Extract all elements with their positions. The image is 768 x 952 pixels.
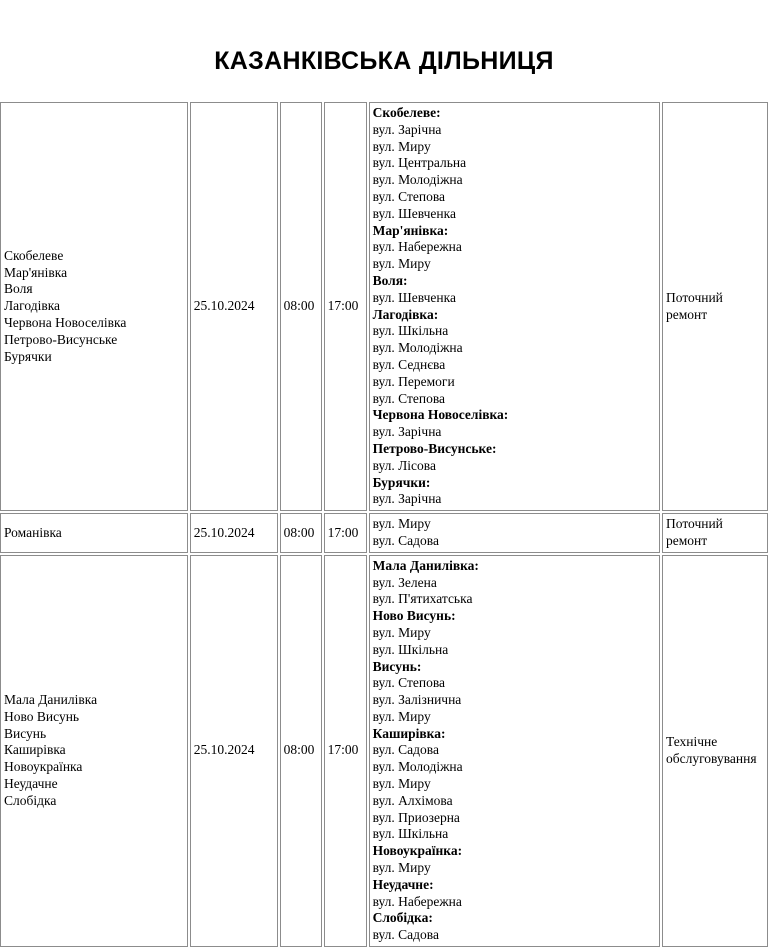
street-name: вул. Молодіжна (372, 340, 463, 356)
start-time-cell: 08:00 (280, 513, 322, 553)
street-name: вул. Зарічна (372, 424, 442, 440)
start-time-cell: 08:00 (280, 555, 322, 947)
settlement-name: Червона Новоселівка (4, 314, 127, 330)
work-type-text: Технічне (666, 734, 718, 750)
street-name: вул. Молодіжна (372, 172, 463, 188)
settlement-name: Воля (4, 281, 33, 297)
street-name: вул. Приозерна (372, 809, 460, 825)
street-name: вул. Зелена (372, 574, 437, 590)
street-group-settlement: Неудачне: (372, 876, 434, 892)
settlement-name: Петрово-Висунське (4, 331, 118, 347)
street-name: вул. Лісова (372, 457, 436, 473)
street-name: вул. Зарічна (372, 491, 442, 507)
street-name: вул. Седнєва (372, 356, 446, 372)
street-name: вул. Миру (372, 860, 431, 876)
work-type-cell (662, 555, 768, 947)
settlement-name: Каширівка (4, 742, 66, 758)
settlement-name: Висунь (4, 725, 47, 741)
street-name: вул. Залізнична (372, 692, 462, 708)
work-type-text: Поточний (666, 516, 723, 532)
street-name: вул. Миру (372, 256, 431, 272)
streets-cell (369, 513, 660, 553)
street-group-settlement: Скобелеве: (372, 105, 441, 120)
settlements-cell (0, 513, 188, 553)
street-name: вул. Миру (372, 138, 431, 154)
outage-schedule-table (0, 100, 768, 949)
table-body (0, 102, 768, 947)
streets-cell (369, 555, 660, 947)
table-row (0, 102, 768, 511)
street-name: вул. Миру (372, 776, 431, 792)
table-row (0, 513, 768, 553)
street-name: вул. Шкільна (372, 826, 449, 842)
street-group-settlement: Висунь: (372, 658, 422, 674)
work-type-cell (662, 102, 768, 511)
street-group-settlement: Червона Новоселівка: (372, 407, 509, 423)
work-type-text: ремонт (666, 532, 708, 548)
street-name: вул. Шевченка (372, 205, 456, 221)
end-time-cell: 17:00 (324, 555, 367, 947)
street-name: вул. Садова (372, 532, 439, 548)
settlement-name: Бурячки (4, 348, 52, 364)
street-name: вул. Шкільна (372, 323, 449, 339)
streets-cell (369, 102, 660, 511)
end-time-cell: 17:00 (324, 513, 367, 553)
street-group-settlement: Мар'янівка: (372, 222, 449, 238)
end-time-cell: 17:00 (324, 102, 367, 511)
street-group-settlement: Бурячки: (372, 474, 431, 490)
settlement-name: Скобелеве (4, 247, 64, 263)
settlement-name: Ново Висунь (4, 708, 80, 724)
street-group-settlement: Мала Данилівка: (372, 557, 479, 573)
street-group-settlement: Новоукраїнка: (372, 843, 463, 859)
street-name: вул. Зарічна (372, 121, 442, 137)
start-time-cell: 08:00 (280, 102, 322, 511)
street-name: вул. Шевченка (372, 289, 456, 305)
table-row (0, 555, 768, 947)
date-cell: 25.10.2024 (190, 102, 278, 511)
work-type-text: обслуговування (666, 750, 757, 766)
street-group-settlement: Слобідка: (372, 910, 433, 926)
street-name: вул. Миру (372, 516, 431, 532)
work-type-text: Поточний (666, 289, 723, 305)
settlement-name: Мала Данилівка (4, 692, 98, 708)
settlement-name: Неудачне (4, 776, 58, 792)
settlements-cell (0, 102, 188, 511)
street-name: вул. Степова (372, 188, 446, 204)
street-group-settlement: Ново Висунь: (372, 608, 456, 624)
street-name: вул. Набережна (372, 239, 462, 255)
street-name: вул. Миру (372, 624, 431, 640)
date-cell: 25.10.2024 (190, 555, 278, 947)
settlement-name: Романівка (4, 524, 62, 540)
settlement-name: Слобідка (4, 792, 57, 808)
street-name: вул. Миру (372, 708, 431, 724)
settlement-name: Новоукраїнка (4, 759, 83, 775)
street-group-settlement: Лагодівка: (372, 306, 439, 322)
settlements-cell (0, 555, 188, 947)
settlement-name: Мар'янівка (4, 264, 68, 280)
street-name: вул. Садова (372, 927, 439, 943)
street-group-settlement: Воля: (372, 272, 408, 288)
street-name: вул. Алхімова (372, 792, 453, 808)
street-name: вул. Набережна (372, 893, 462, 909)
street-name: вул. Центральна (372, 155, 467, 171)
street-name: вул. Перемоги (372, 373, 455, 389)
street-name: вул. Садова (372, 742, 439, 758)
street-name: вул. Молодіжна (372, 759, 463, 775)
work-type-cell (662, 513, 768, 553)
street-name: вул. Степова (372, 390, 446, 406)
settlement-name: Лагодівка (4, 298, 61, 314)
page-title: КАЗАНКІВСЬКА ДІЛЬНИЦЯ (214, 47, 554, 75)
street-name: вул. Степова (372, 675, 446, 691)
street-name: вул. П'ятихатська (372, 591, 473, 607)
date-cell: 25.10.2024 (190, 513, 278, 553)
work-type-text: ремонт (666, 306, 708, 322)
street-group-settlement: Петрово-Висунське: (372, 440, 497, 456)
street-group-settlement: Каширівка: (372, 725, 446, 741)
street-name: вул. Шкільна (372, 641, 449, 657)
